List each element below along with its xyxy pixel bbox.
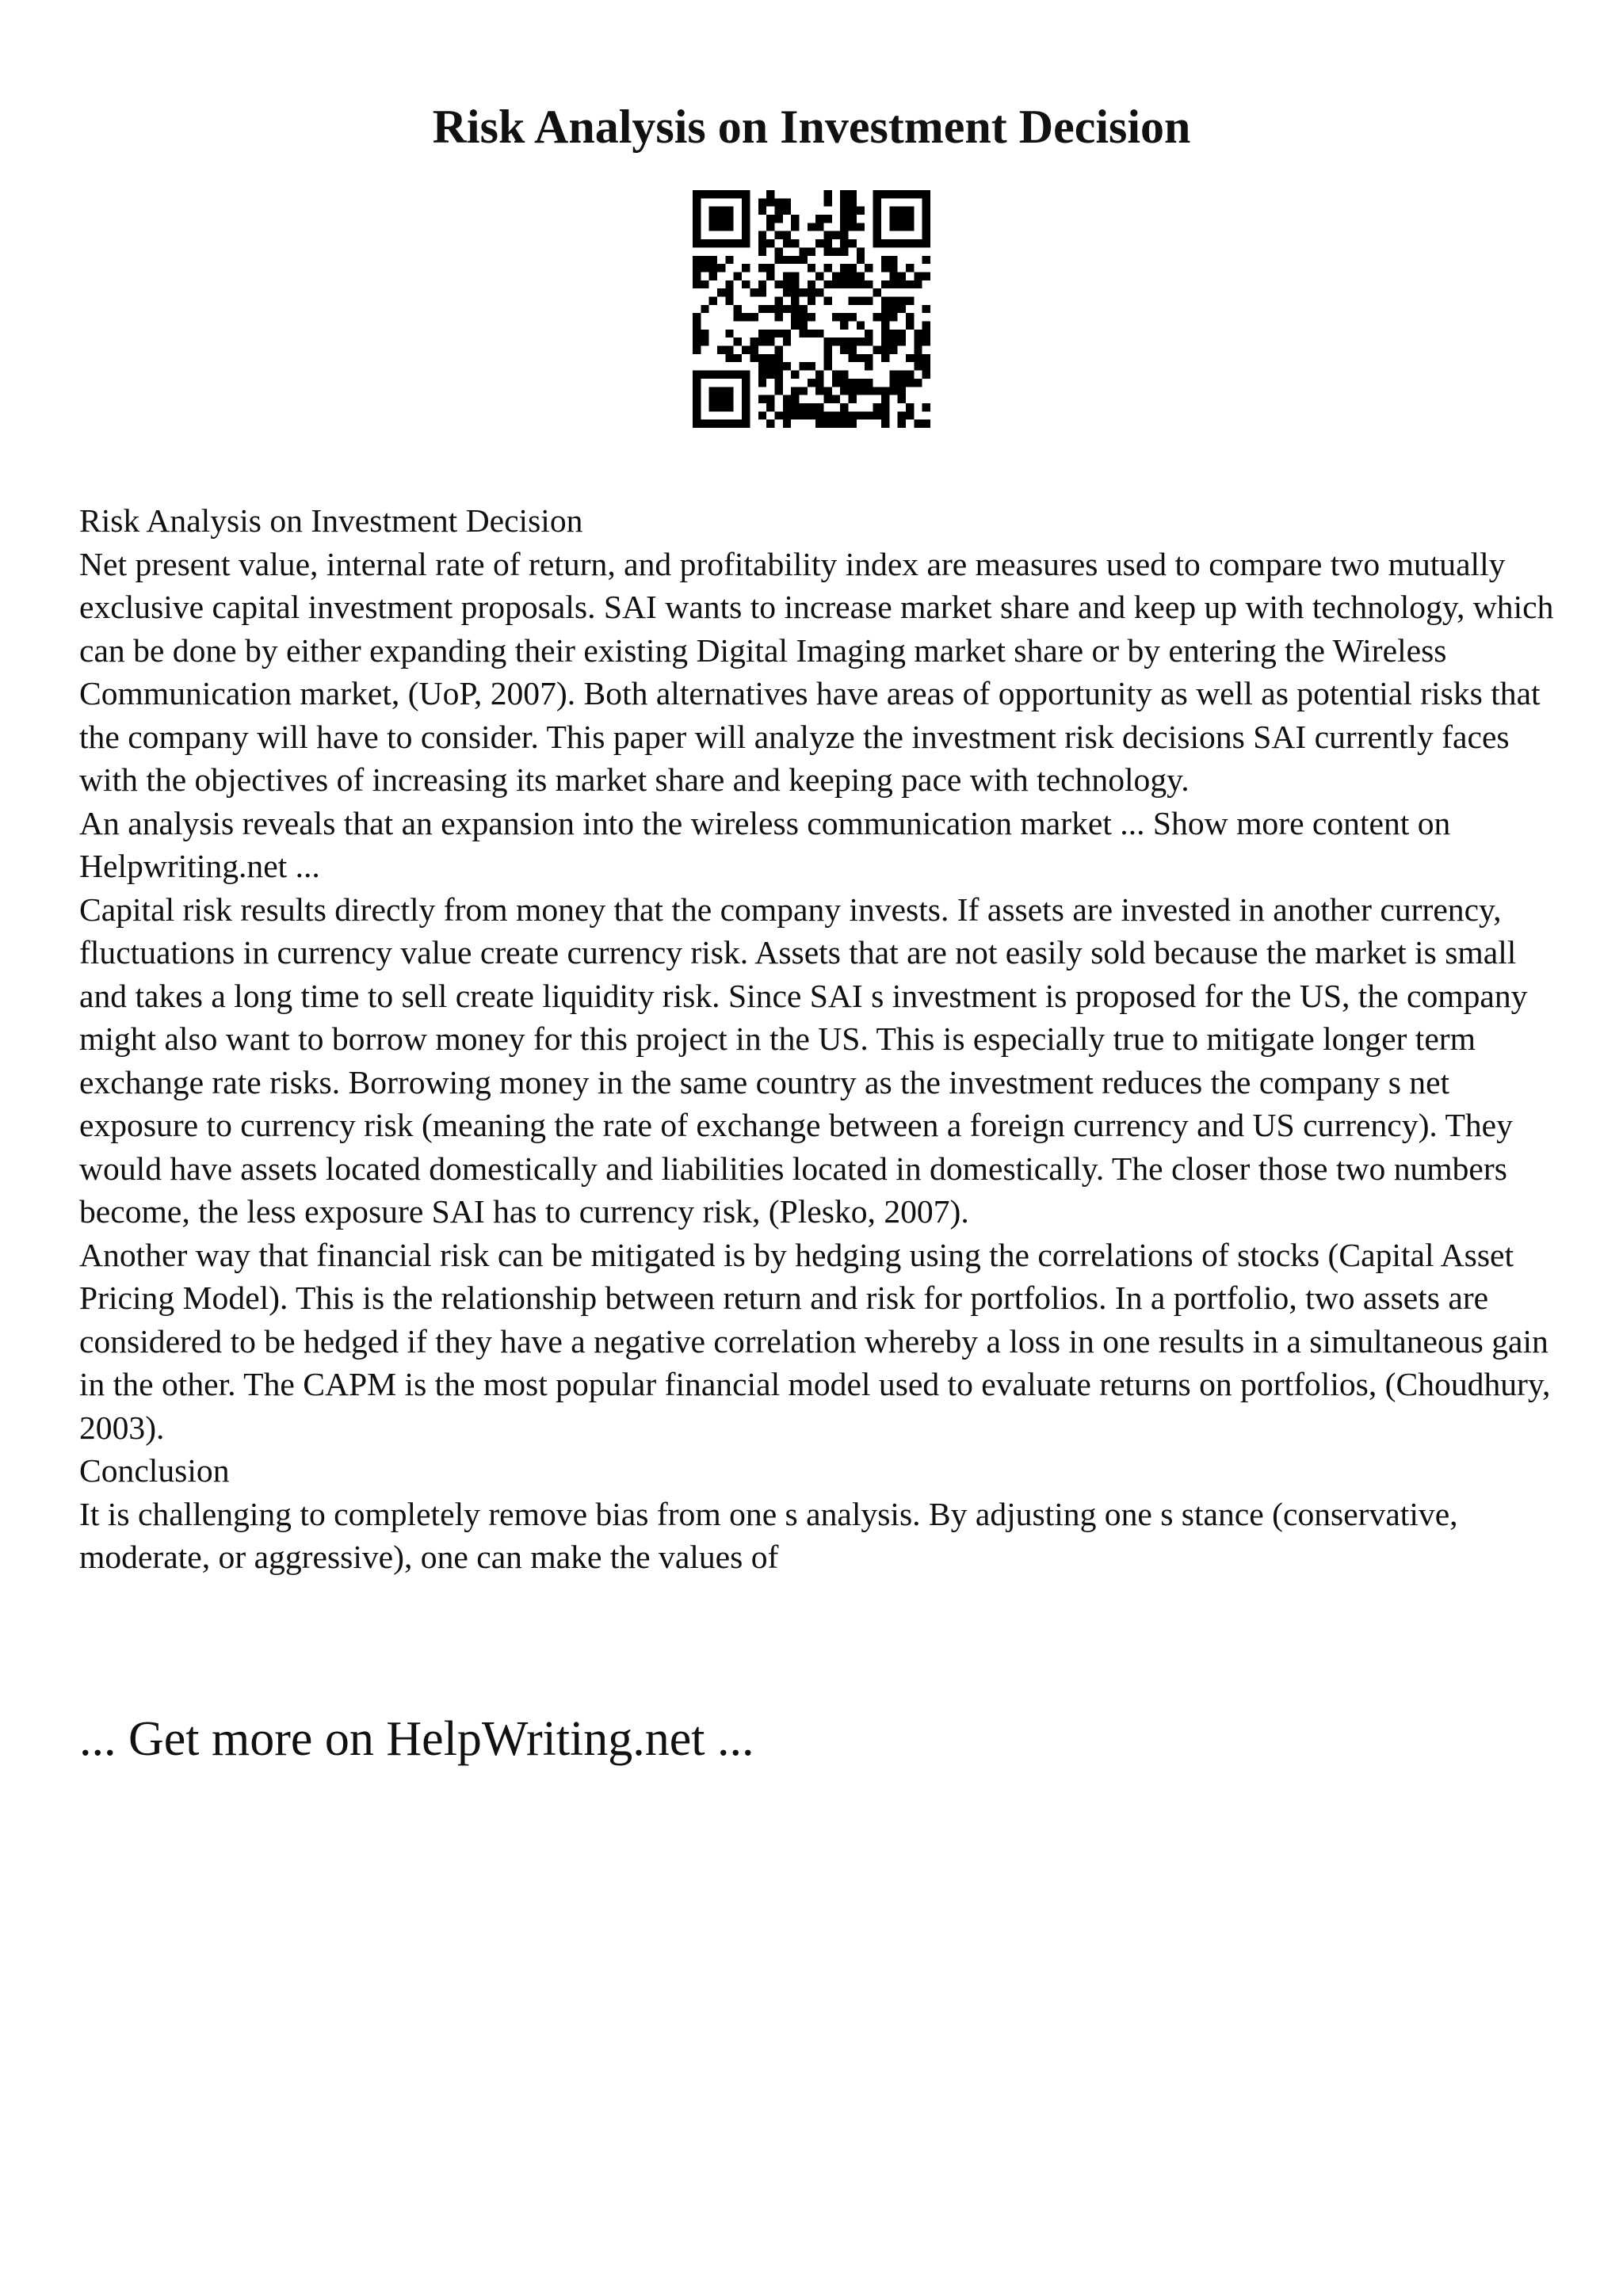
paragraph-show-more: An analysis reveals that an expansion into the wireless communication market ... Show more content on Helpwriting.net ... (79, 804, 1451, 884)
paragraph-capital-risk: Capital risk results directly from money that the company invests. If assets are invested in another currency, fluctuations in currency value create currency risk. Assets that are not easily sold because the market is small and takes a long time to sell create liquidity risk. Since SAI s investment is proposed for the US, the company might also want to borrow money for this project in the US. This is especially true to mitigate longer term exchange rate risks. Borrowing money in the same country as the investment reduces the company s net exposure to currency risk (meaning the rate of exchange between a foreign currency and US currency). They would have assets located domestically and liabilities located in domestically. The closer those two numbers become, the less exposure SAI has to currency risk, (Plesko, 2007). (79, 891, 1528, 1230)
article-heading: Risk Analysis on Investment Decision (79, 502, 583, 539)
paragraph-intro: Net present value, internal rate of return, and profitability index are measures used to compare two mutually exclusive capital investment proposals. SAI wants to increase market share and keep up with technology, which can be done by either expanding their existing Digital Imaging market share or by entering the Wireless Communication market, (UoP, 2007). Both alternatives have areas of opportunity as well as potential risks that the company will have to consider. This paper will analyze the investment risk decisions SAI currently faces with the objectives of increasing its market share and keeping pace with technology. (79, 545, 1554, 798)
paragraph-conclusion: It is challenging to completely remove bias from one s analysis. By adjusting one s stance (conservative, moderate, or aggressive), one can make the values of (79, 1495, 1458, 1575)
paragraph-hedging: Another way that financial risk can be mitigated is by hedging using the correlations of stocks (Capital Asset Pricing Model). This is the relationship between return and risk for portfolios. In a portfolio, two assets are considered to be hedged if they have a negative correlation whereby a loss in one results in a simultaneous gain in the other. The CAPM is the most popular financial model used to evaluate returns on portfolios, (Choudhury, 2003). (79, 1236, 1551, 1446)
get-more-link[interactable]: ... Get more on HelpWriting.net ... (79, 1712, 754, 1766)
page-title: Risk Analysis on Investment Decision (432, 101, 1191, 153)
section-heading-conclusion: Conclusion (79, 1452, 230, 1489)
qr-code-icon (693, 190, 930, 428)
article-body (79, 499, 1569, 1579)
